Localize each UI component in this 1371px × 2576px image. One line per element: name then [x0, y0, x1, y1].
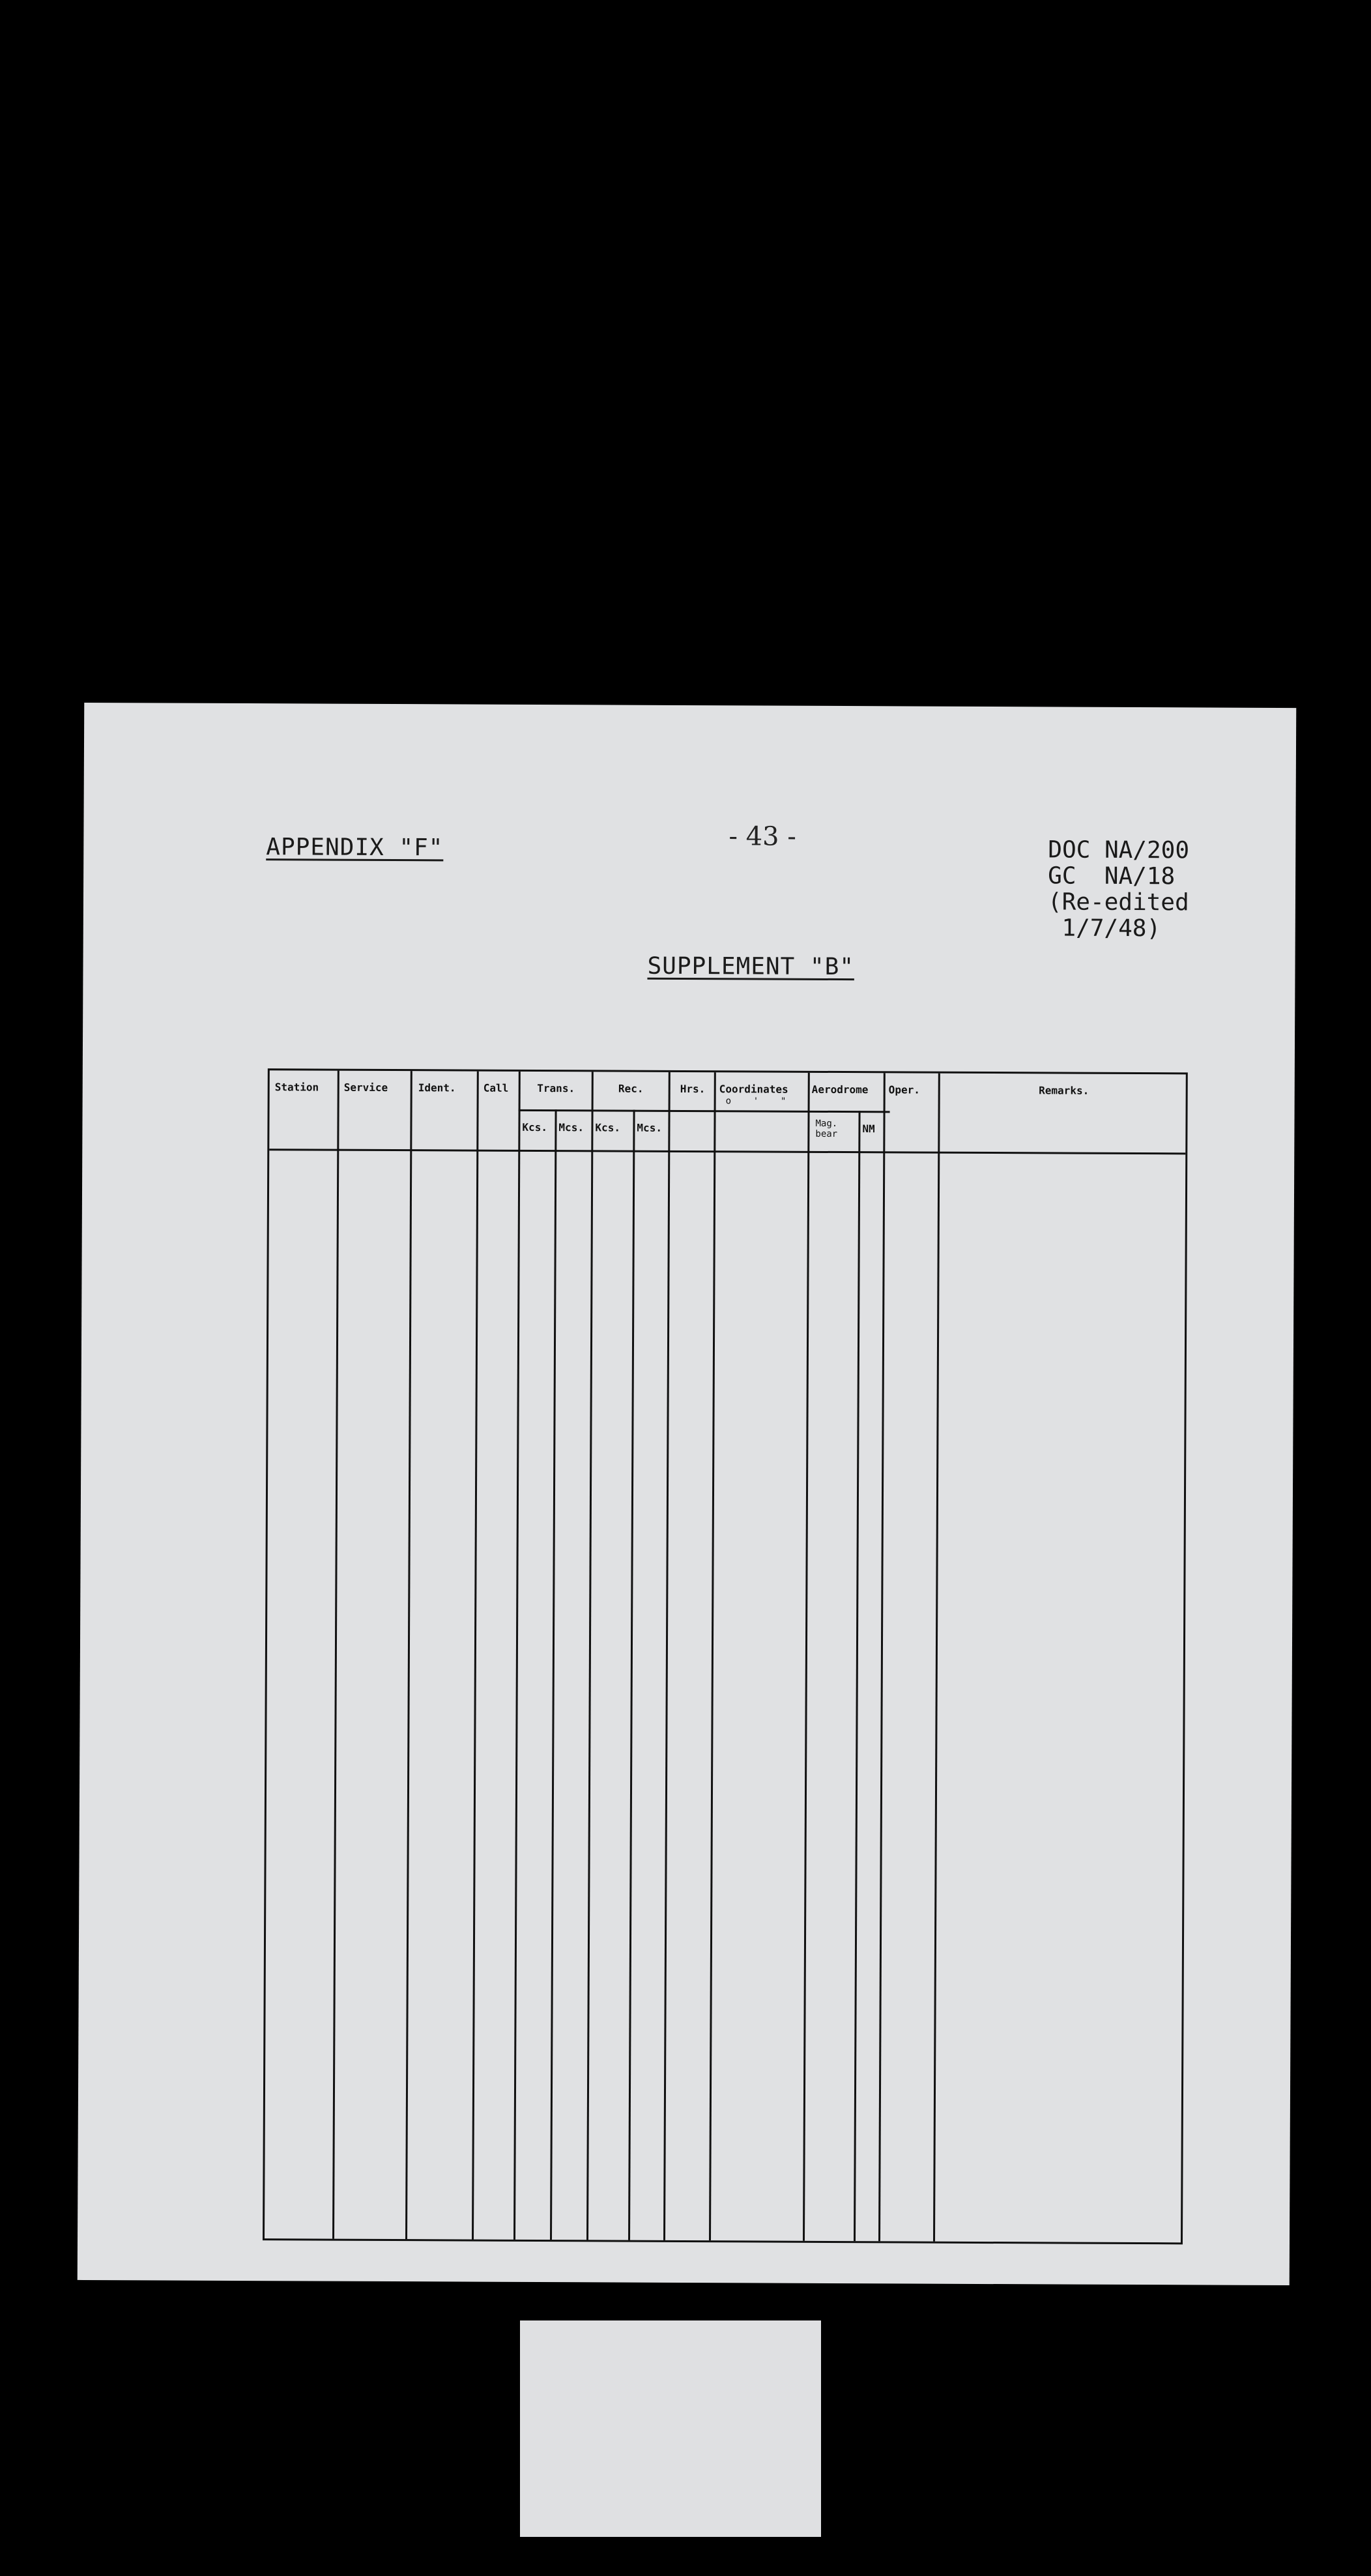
column-rule — [878, 1073, 886, 2241]
column-rule — [933, 1074, 940, 2242]
header-hrs: Hrs. — [680, 1082, 706, 1096]
subheader-rec-mcs: Mcs. — [637, 1121, 663, 1134]
document-page — [78, 703, 1297, 2285]
subheader-trans-kcs: Kcs. — [522, 1120, 548, 1134]
column-rule — [513, 1072, 521, 2240]
subheader-nm: NM — [862, 1122, 875, 1135]
header-rec: Rec. — [618, 1082, 644, 1095]
column-rule — [586, 1072, 594, 2240]
header-service: Service — [343, 1081, 388, 1094]
header-oper: Oper. — [888, 1083, 920, 1096]
header-coordinates: Coordinates — [719, 1083, 788, 1096]
column-rule — [663, 1072, 671, 2240]
header-remarks: Remarks. — [1039, 1084, 1090, 1097]
column-rule — [803, 1073, 810, 2241]
column-rule — [628, 1110, 635, 2240]
header-divider — [519, 1109, 890, 1113]
column-rule — [550, 1109, 557, 2240]
coordinate-units: o ' " — [725, 1096, 787, 1107]
subheader-mag-bear: Mag. bear — [815, 1118, 838, 1140]
appendix-heading: APPENDIX "F" — [266, 834, 444, 862]
header-trans: Trans. — [537, 1081, 575, 1095]
page-number: - 43 - — [729, 821, 796, 852]
document-reference: DOC NA/200 GC NA/18 (Re-edited 1/7/48) — [1047, 836, 1190, 943]
supplement-title: SUPPLEMENT "B" — [647, 952, 855, 981]
subheader-rec-kcs: Kcs. — [595, 1121, 621, 1134]
header-call: Call — [483, 1081, 509, 1094]
column-rule — [332, 1071, 339, 2239]
form-table — [263, 1068, 1188, 2244]
header-station: Station — [274, 1081, 319, 1094]
column-rule — [405, 1071, 412, 2239]
header-bottom-rule — [269, 1149, 1185, 1154]
subheader-trans-mcs: Mcs. — [558, 1121, 584, 1134]
blank-card — [520, 2320, 821, 2537]
header-ident: Ident. — [418, 1081, 456, 1094]
header-aerodrome: Aerodrome — [811, 1083, 869, 1096]
column-rule — [472, 1072, 479, 2240]
column-rule — [854, 1111, 861, 2241]
column-rule — [709, 1072, 716, 2240]
